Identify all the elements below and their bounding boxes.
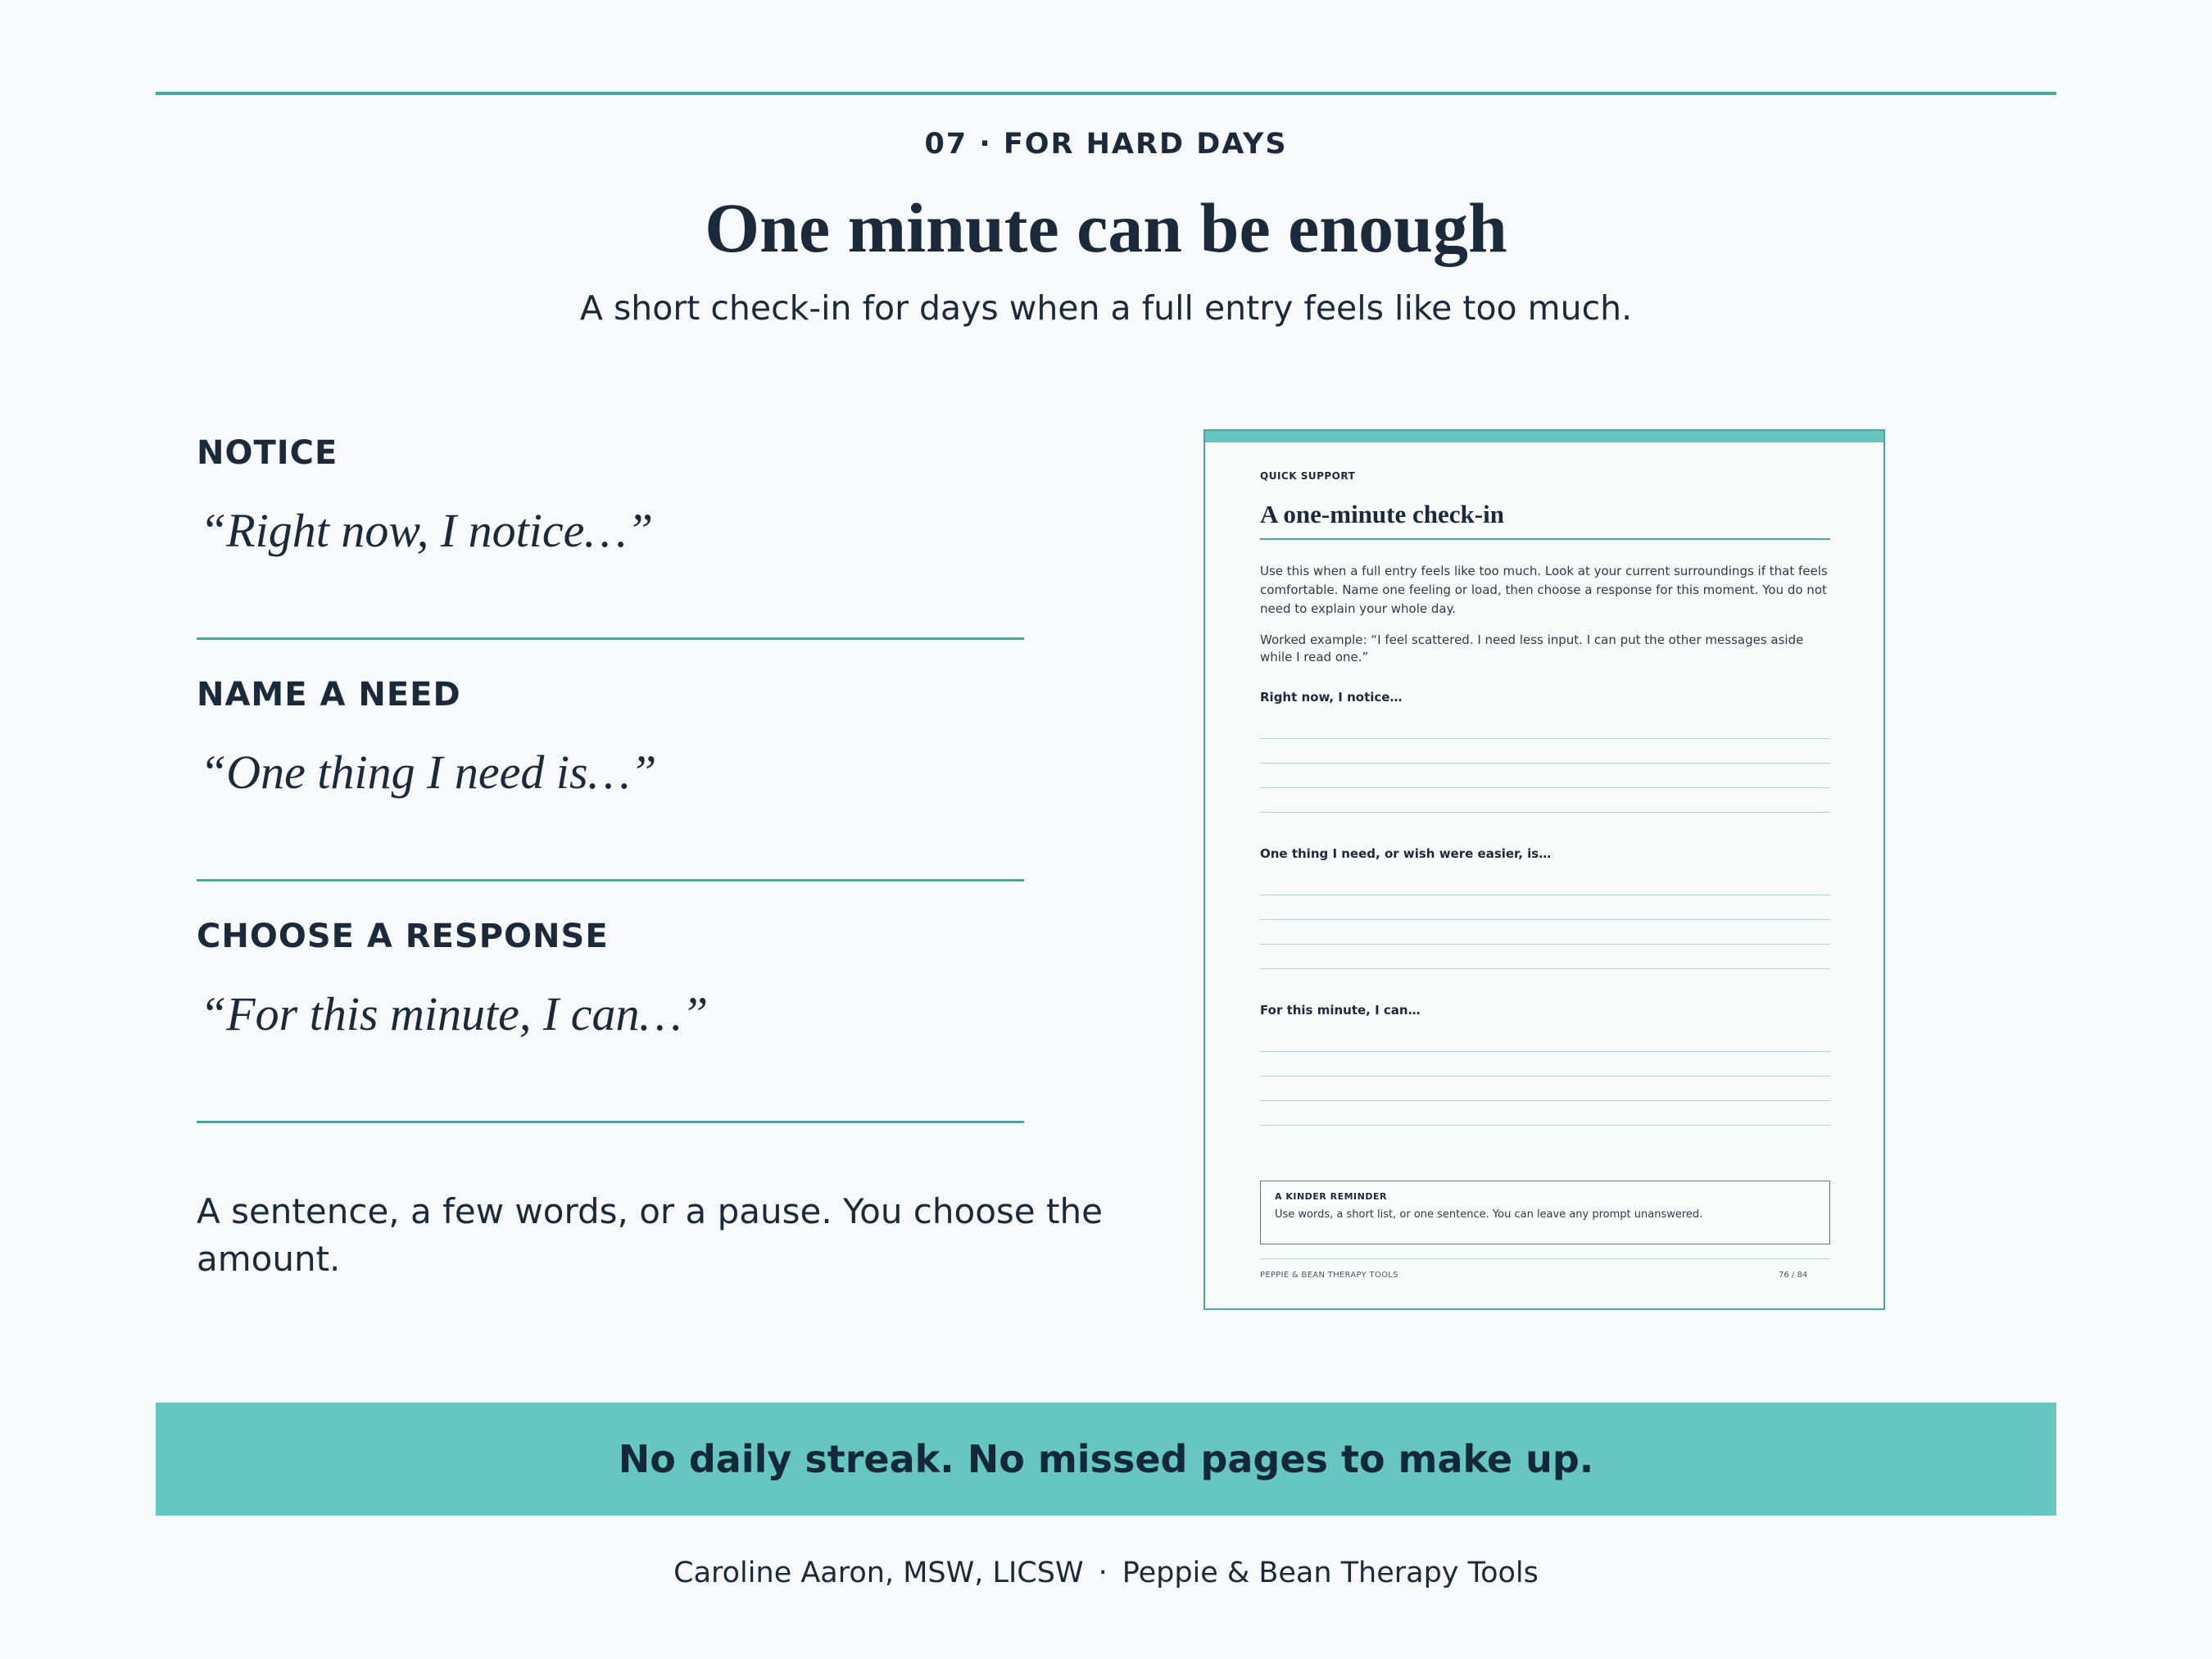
- writing-line: [1260, 1125, 1830, 1126]
- steps-list: [197, 426, 1024, 1151]
- page-subtitle: A short check-in for days when a full entry feels like too much.: [579, 288, 1633, 328]
- writing-line: [1260, 787, 1830, 788]
- writing-line: [1260, 812, 1830, 813]
- writing-line: [1260, 919, 1830, 920]
- step-divider: [197, 637, 1024, 640]
- worksheet-prompt-label: One thing I need, or wish were easier, is…: [1260, 846, 1552, 861]
- writing-line: [1260, 763, 1830, 764]
- step-name-a-need: [197, 668, 1024, 909]
- writing-line: [1260, 968, 1830, 969]
- writing-line: [1260, 1100, 1830, 1101]
- step-divider: [197, 879, 1024, 882]
- step-prompt: “Right now, I notice…”: [200, 504, 654, 557]
- message-banner: [156, 1403, 2056, 1516]
- step-divider: [197, 1121, 1024, 1123]
- worksheet-prompt-label: For this minute, I can…: [1260, 1003, 1421, 1018]
- step-heading: NOTICE: [197, 434, 338, 472]
- reminder-body: Use words, a short list, or one sentence. You can leave any prompt unanswered.: [1275, 1208, 1703, 1221]
- writing-line: [1260, 1051, 1830, 1052]
- step-prompt: “For this minute, I can…”: [200, 987, 709, 1040]
- page-footer: [0, 1557, 2212, 1589]
- worksheet-footer-rule: [1260, 1258, 1830, 1259]
- worksheet-footer-brand: PEPPIE & BEAN THERAPY TOOLS: [1260, 1271, 1398, 1280]
- writing-line: [1260, 1076, 1830, 1077]
- footer-author: Caroline Aaron, MSW, LICSW: [673, 1557, 1084, 1589]
- writing-line: [1260, 738, 1830, 739]
- worksheet-prompt-label: Right now, I notice…: [1260, 690, 1403, 705]
- page-title: One minute can be enough: [705, 188, 1507, 267]
- worksheet-preview: [1203, 429, 1885, 1310]
- footer-brand: Peppie & Bean Therapy Tools: [1122, 1557, 1539, 1589]
- worksheet-example: Worked example: “I feel scattered. I need less input. I can put the other messages aside while I read one.”: [1260, 632, 1804, 664]
- closing-note: A sentence, a few words, or a pause. You choose the amount.: [197, 1191, 1103, 1279]
- reminder-heading: A KINDER REMINDER: [1275, 1191, 1387, 1202]
- step-heading: NAME A NEED: [197, 676, 461, 714]
- step-heading: CHOOSE A RESPONSE: [197, 918, 609, 955]
- worksheet-reminder-box: [1260, 1181, 1830, 1244]
- step-prompt: “One thing I need is…”: [200, 746, 657, 799]
- section-kicker: 07 · FOR HARD DAYS: [924, 128, 1288, 161]
- footer-separator: ·: [1098, 1557, 1108, 1589]
- worksheet-title: A one-minute check-in: [1260, 500, 1504, 528]
- worksheet-page-number: 76 / 84: [1779, 1271, 1808, 1280]
- worksheet-kicker: QUICK SUPPORT: [1260, 470, 1356, 482]
- worksheet-instructions: Use this when a full entry feels like too much. Look at your current surroundings if that feels comfortable. Name one feeling or load, then choose a response for this moment. You do not need to explain your whole day.: [1260, 564, 1828, 616]
- step-choose-a-response: [197, 909, 1024, 1151]
- worksheet-title-rule: [1260, 538, 1830, 540]
- top-rule: [156, 92, 2056, 95]
- banner-text: No daily streak. No missed pages to make up.: [618, 1437, 1594, 1481]
- step-notice: [197, 426, 1024, 668]
- worksheet-top-bar: [1205, 431, 1883, 442]
- writing-line: [1260, 944, 1830, 945]
